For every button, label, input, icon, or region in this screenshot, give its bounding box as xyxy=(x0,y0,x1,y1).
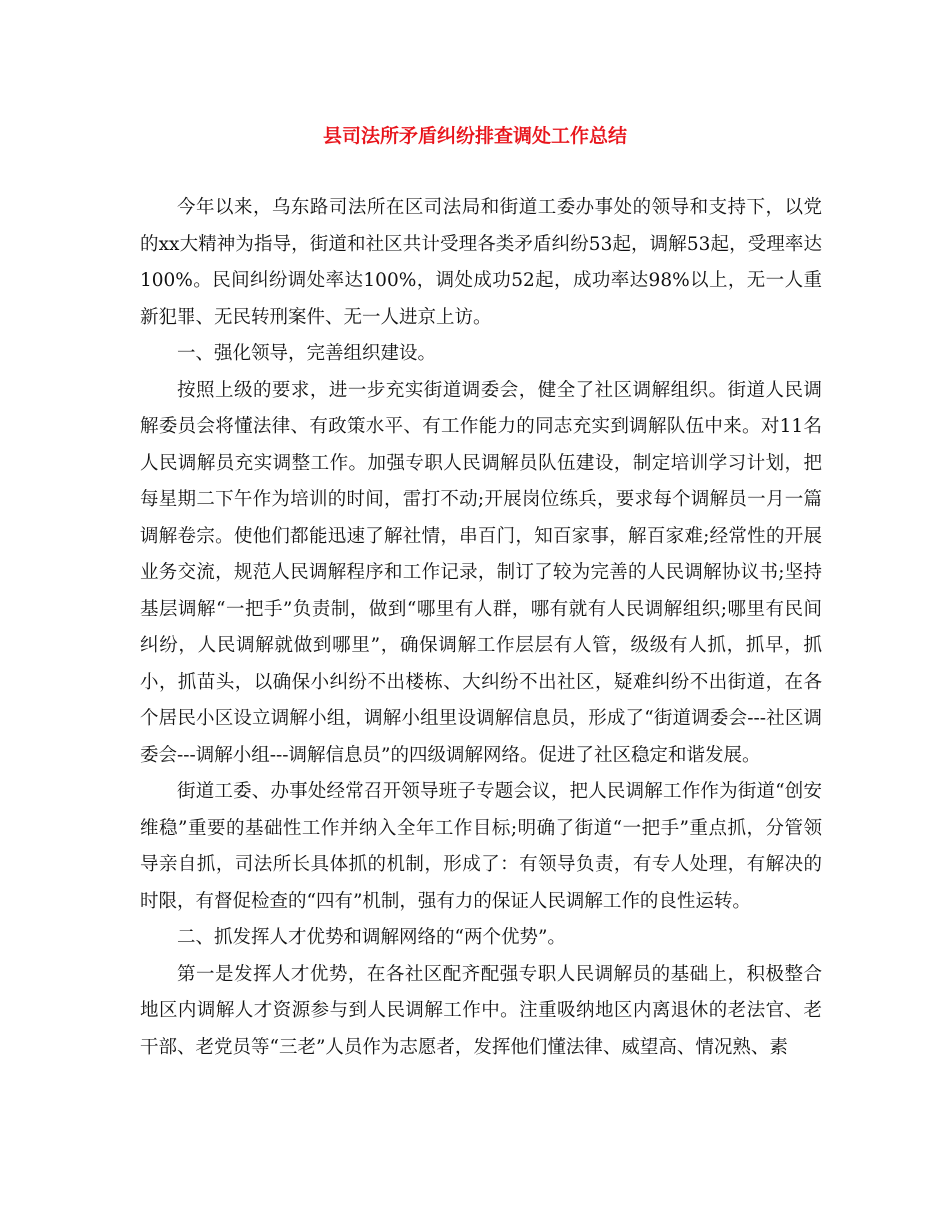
document-body xyxy=(140,190,822,1066)
intro-paragraph: 今年以来，乌东路司法所在区司法局和街道工委办事处的领导和支持下，以党的xx大精神为指导，街道和社区共计受理各类矛盾纠纷53起，调解53起，受理率达100%。民间纠纷调处率达100%，调处成功52起，成功率达98%以上，无一人重新犯罪、无民转刑案件、无一人进京上访。 xyxy=(140,197,822,328)
section-1-paragraph-2: 街道工委、办事处经常召开领导班子专题会议，把人民调解工作作为街道“创安维稳”重要的基础性工作并纳入全年工作目标;明确了街道“一把手”重点抓，分管领导亲自抓，司法所长具体抓的机制，形成了：有领导负责，有专人处理，有解决的时限，有督促检查的“四有”机制，强有力的保证人民调解工作的良性运转。 xyxy=(140,781,822,912)
section-1-paragraph-1: 按照上级的要求，进一步充实街道调委会，健全了社区调解组织。街道人民调解委员会将懂法律、有政策水平、有工作能力的同志充实到调解队伍中来。对11名人民调解员充实调整工作。加强专职人民调解员队伍建设，制定培训学习计划，把每星期二下午作为培训的时间，雷打不动;开展岗位练兵，要求每个调解员一月一篇调解卷宗。使他们都能迅速了解社情，串百门，知百家事，解百家难;经常性的开展业务交流，规范人民调解程序和工作记录，制订了较为完善的人民调解协议书;坚持基层调解“一把手”负责制，做到“哪里有人群，哪有就有人民调解组织;哪里有民间纠纷，人民调解就做到哪里”，确保调解工作层层有人管，级级有人抓，抓早，抓小，抓苗头，以确保小纠纷不出楼栋、大纠纷不出社区，疑难纠纷不出街道，在各个居民小区设立调解小组，调解小组里设调解信息员，形成了“街道调委会---社区调委会---调解小组---调解信息员”的四级调解网络。促进了社区稳定和谐发展。 xyxy=(140,379,822,766)
document-title: 县司法所矛盾纠纷排查调处工作总结 xyxy=(322,125,627,147)
section-heading-2: 二、抓发挥人才优势和调解网络的“两个优势”。 xyxy=(177,927,566,948)
section-heading-1: 一、强化领导，完善组织建设。 xyxy=(177,343,437,364)
section-2-paragraph-1: 第一是发挥人才优势，在各社区配齐配强专职人民调解员的基础上，积极整合地区内调解人才资源参与到人民调解工作中。注重吸纳地区内离退休的老法官、老干部、老党员等“三老”人员作为志愿者，发挥他们懂法律、威望高、情况熟、素 xyxy=(140,963,822,1058)
